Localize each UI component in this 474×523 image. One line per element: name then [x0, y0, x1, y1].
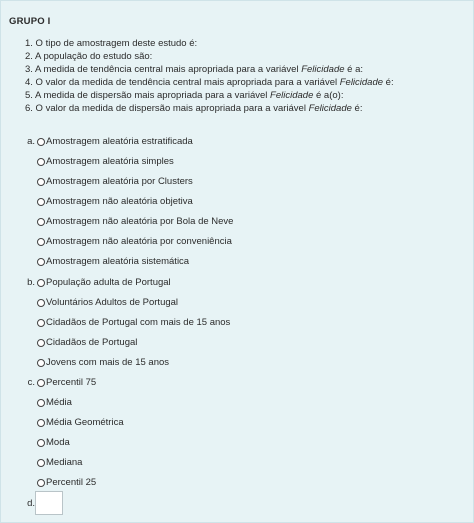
option-c-4[interactable]: Moda [37, 436, 70, 450]
option-a-3[interactable]: Amostragem aleatória por Clusters [37, 175, 193, 189]
question-2: 2. A população do estudo são: [25, 51, 153, 62]
radio-icon[interactable] [37, 158, 45, 166]
radio-icon[interactable] [37, 238, 45, 246]
question-4: 4. O valor da medida de tendência central mais apropriada para a variável Felicidade é: [25, 77, 394, 88]
radio-icon[interactable] [37, 319, 45, 327]
option-a-2[interactable]: Amostragem aleatória simples [37, 155, 174, 169]
option-a-6[interactable]: Amostragem não aleatória por conveniência [37, 235, 232, 249]
radio-icon[interactable] [37, 258, 45, 266]
radio-icon[interactable] [37, 419, 45, 427]
radio-icon[interactable] [37, 379, 45, 387]
radio-icon[interactable] [37, 218, 45, 226]
block-d-letter: d. [27, 498, 35, 509]
group-title: GRUPO I [9, 16, 51, 27]
option-c-3[interactable]: Média Geométrica [37, 416, 124, 430]
radio-icon[interactable] [37, 198, 45, 206]
option-b-1[interactable]: População adulta de Portugal [37, 276, 171, 290]
radio-icon[interactable] [37, 339, 45, 347]
option-b-2[interactable]: Voluntários Adultos de Portugal [37, 296, 178, 310]
option-c-6[interactable]: Percentil 25 [37, 476, 96, 490]
radio-icon[interactable] [37, 459, 45, 467]
option-b-4[interactable]: Cidadãos de Portugal [37, 336, 137, 350]
option-c-5[interactable]: Mediana [37, 456, 82, 470]
radio-icon[interactable] [37, 279, 45, 287]
radio-icon[interactable] [37, 479, 45, 487]
block-c-letter: c. [27, 377, 35, 388]
block-b-letter: b. [27, 277, 35, 288]
answer-input-box[interactable] [35, 491, 63, 515]
question-5: 5. A medida de dispersão mais apropriada para a variável Felicidade é a(o): [25, 90, 344, 101]
radio-icon[interactable] [37, 178, 45, 186]
question-3: 3. A medida de tendência central mais apropriada para a variável Felicidade é a: [25, 64, 364, 75]
option-b-5[interactable]: Jovens com mais de 15 anos [37, 356, 169, 370]
radio-icon[interactable] [37, 439, 45, 447]
option-a-1[interactable]: Amostragem aleatória estratificada [37, 135, 193, 149]
option-a-5[interactable]: Amostragem não aleatória por Bola de Neve [37, 215, 233, 229]
option-c-2[interactable]: Média [37, 396, 72, 410]
block-a-letter: a. [27, 136, 35, 147]
radio-icon[interactable] [37, 299, 45, 307]
radio-icon[interactable] [37, 138, 45, 146]
option-a-4[interactable]: Amostragem não aleatória objetiva [37, 195, 193, 209]
option-b-3[interactable]: Cidadãos de Portugal com mais de 15 anos [37, 316, 230, 330]
option-a-7[interactable]: Amostragem aleatória sistemática [37, 255, 189, 269]
question-6: 6. O valor da medida de dispersão mais apropriada para a variável Felicidade é: [25, 103, 363, 114]
option-c-1[interactable]: Percentil 75 [37, 376, 96, 390]
question-1: 1. O tipo de amostragem deste estudo é: [25, 38, 198, 49]
question-list [25, 37, 394, 115]
radio-icon[interactable] [37, 359, 45, 367]
radio-icon[interactable] [37, 399, 45, 407]
